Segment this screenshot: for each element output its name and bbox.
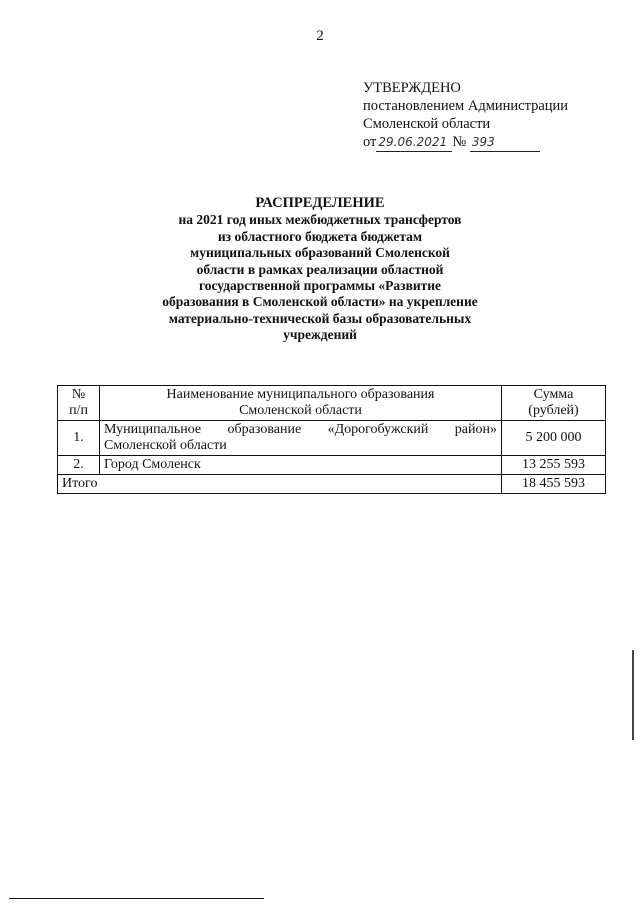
approval-title: УТВЕРЖДЕНО [363, 80, 461, 96]
title-line: материально-технической базы образовательных [168, 310, 472, 326]
header-num-line2: п/п [69, 403, 88, 418]
row-name-line1: Муниципальное образование «Дорогобужский район» [104, 422, 497, 437]
total-label: Итого [58, 475, 502, 494]
handwritten-date: 29.06.2021 [376, 133, 452, 152]
table-total-row [58, 475, 606, 494]
row-name-line2: Смоленской области [104, 438, 227, 453]
row-num: 1. [58, 421, 100, 456]
approval-stamp [363, 79, 568, 152]
title-line: на 2021 год иных межбюджетных трансфертов [178, 212, 462, 228]
title-line: государственной программы «Развитие [198, 278, 442, 294]
distribution-table [57, 385, 606, 494]
title-heading: РАСПРЕДЕЛЕНИЕ [255, 195, 385, 211]
header-num [58, 386, 100, 421]
date-prefix: от [363, 134, 377, 150]
approval-line-region: Смоленской области [363, 116, 491, 132]
header-num-line1: № [71, 387, 86, 402]
approval-line-resolution: постановлением Администрации [363, 98, 569, 114]
header-amount [502, 386, 606, 421]
row-amount: 13 255 593 [502, 456, 606, 475]
row-amount: 5 200 000 [502, 421, 606, 456]
header-amount-line1: Сумма [533, 387, 574, 402]
header-name-line1: Наименование муниципального образования [166, 387, 435, 402]
header-amount-line2: (рублей) [528, 403, 579, 418]
footer-divider [9, 898, 264, 899]
row-name: Город Смоленск [100, 456, 502, 475]
table-row [58, 421, 606, 456]
title-line: из областного бюджета бюджетам [217, 228, 423, 244]
scan-edge-mark [632, 650, 634, 740]
header-name [100, 386, 502, 421]
title-line: муниципальных образований Смоленской [190, 245, 450, 261]
approval-date-line [363, 133, 568, 152]
row-name [100, 421, 502, 456]
table-header-row [58, 386, 606, 421]
header-name-line2: Смоленской области [239, 403, 362, 418]
title-line: образования в Смоленской области» на укрепление [162, 294, 478, 310]
handwritten-number: 393 [470, 133, 540, 152]
total-amount: 18 455 593 [502, 475, 606, 494]
number-prefix: № [452, 134, 467, 150]
title-line: учреждений [283, 327, 357, 343]
document-title [0, 195, 640, 344]
page-number: 2 [316, 28, 324, 44]
row-num: 2. [58, 456, 100, 475]
table-row [58, 456, 606, 475]
title-line: области в рамках реализации областной [196, 261, 444, 277]
